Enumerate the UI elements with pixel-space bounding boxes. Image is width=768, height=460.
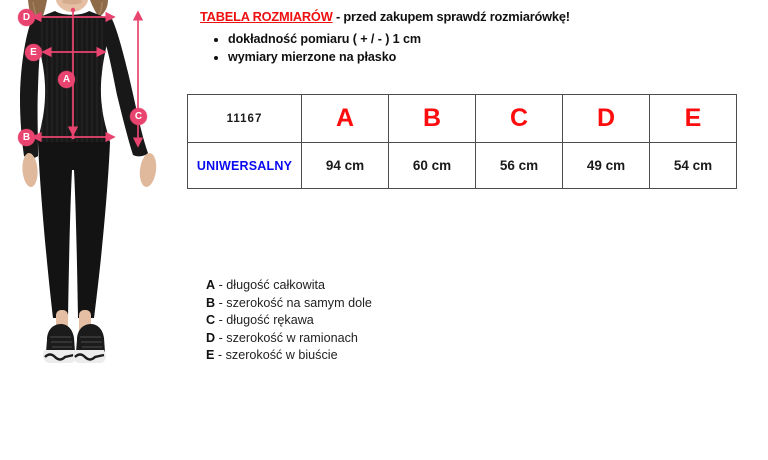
legend-letter: C <box>206 313 216 328</box>
model-sneakers <box>43 324 106 363</box>
legend-text: - szerokość na samym dole <box>215 295 372 310</box>
product-code-cell: 11167 <box>188 95 302 143</box>
legend-letter: E <box>206 348 215 363</box>
legend-letter: B <box>206 295 216 310</box>
value-e: 54 cm <box>650 143 737 189</box>
measurement-marker-d <box>18 9 35 26</box>
measurement-marker-a <box>58 71 75 88</box>
legend-item-b <box>206 295 372 313</box>
model-leggings <box>38 142 110 318</box>
model-photo <box>0 0 170 460</box>
value-a: 94 cm <box>302 143 389 189</box>
bullet-accuracy: • dokładność pomiaru ( + / - ) 1 cm <box>228 30 760 48</box>
value-b: 60 cm <box>389 143 476 189</box>
legend-text: - szerokość w ramionach <box>215 330 358 345</box>
legend-letter: D <box>206 330 216 345</box>
size-name-cell: UNIWERSALNY <box>188 143 302 189</box>
page-title <box>200 8 760 25</box>
measurement-marker-e <box>25 44 42 61</box>
info-bullets <box>200 30 760 66</box>
legend-text: - długość całkowita <box>215 278 326 292</box>
size-table <box>187 94 737 189</box>
legend-item-e <box>206 347 372 365</box>
column-header-e: E <box>650 95 737 143</box>
marker-letter: A <box>62 73 71 85</box>
value-d: 49 cm <box>563 143 650 189</box>
model-silhouette <box>0 0 170 460</box>
column-header-c: C <box>476 95 563 143</box>
legend-text: - długość rękawa <box>215 313 314 328</box>
size-table-data-row <box>188 143 737 189</box>
column-header-a: A <box>302 95 389 143</box>
legend-item-a <box>206 277 372 295</box>
measurement-legend <box>206 277 372 365</box>
legend-letter: A <box>206 278 216 292</box>
legend-text: - szerokość w biuście <box>214 348 338 363</box>
marker-letter: C <box>134 110 143 122</box>
value-c: 56 cm <box>476 143 563 189</box>
header-block <box>200 8 760 66</box>
legend-item-d <box>206 330 372 348</box>
measurement-marker-c <box>130 108 147 125</box>
legend-item-c <box>206 312 372 330</box>
marker-letter: B <box>22 131 31 143</box>
marker-letter: E <box>30 46 37 58</box>
column-header-b: B <box>389 95 476 143</box>
title-subtitle: - przed zakupem sprawdź rozmiarówkę! <box>335 9 570 24</box>
title-highlight: TABELA ROZMIARÓW <box>200 9 333 24</box>
bullet-flat-measure: • wymiary mierzone na płasko <box>228 48 760 66</box>
measurement-marker-b <box>18 129 35 146</box>
marker-letter: D <box>22 11 31 23</box>
column-header-d: D <box>563 95 650 143</box>
size-table-header-row <box>188 95 737 143</box>
